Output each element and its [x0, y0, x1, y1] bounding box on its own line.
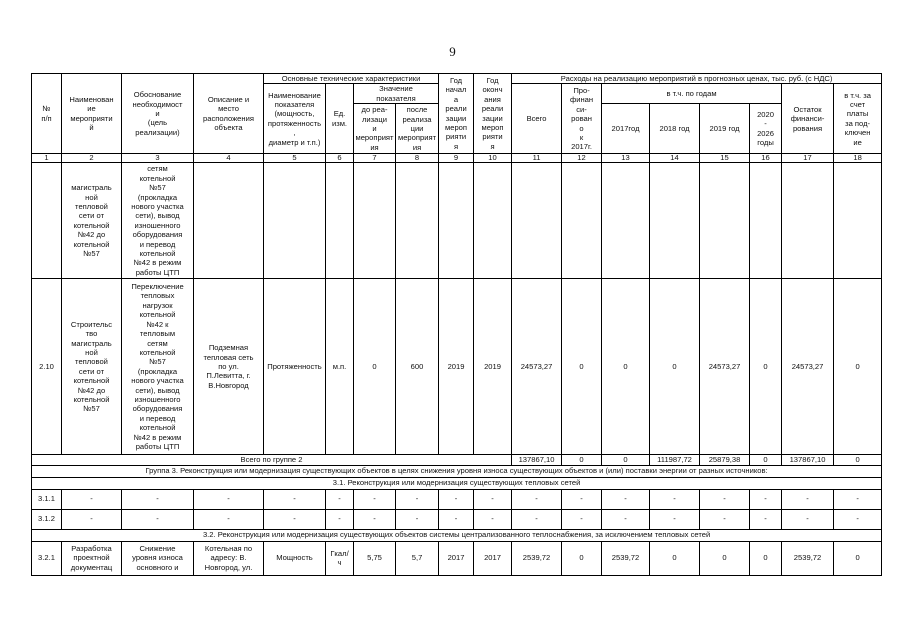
header-measure-name: Наименован ие мероприяти й	[62, 74, 122, 154]
cell-num: 2.10	[32, 279, 62, 455]
cell	[326, 163, 354, 279]
header-before: до реа- лизаци и мероприятия	[355, 105, 394, 152]
table-row-3-2-1	[32, 541, 882, 575]
sub32-title: 3.2. Реконструкция или модернизация существующих объектов системы централизованного теплоснабжения, за исключением тепловых сетей	[32, 529, 882, 541]
investment-measures-table	[31, 73, 882, 576]
cell-before: 5,75	[354, 541, 396, 575]
cell	[194, 163, 264, 279]
colnum: 2	[62, 154, 122, 163]
header-years-group: в т.ч. по годам	[602, 84, 782, 104]
cell	[354, 163, 396, 279]
cell-remaining: 24573,27	[782, 279, 834, 455]
colnum: 11	[512, 154, 562, 163]
cell-dash: -	[562, 509, 602, 529]
colnum: 14	[650, 154, 700, 163]
cell-num: 3.1.1	[32, 489, 62, 509]
cell-measure-name: магистраль ной тепловой сети от котельной №42 до котельной №57	[62, 163, 122, 279]
cell-dash: -	[512, 489, 562, 509]
cell-financed: 0	[562, 455, 602, 465]
header-num: № п/п	[32, 74, 62, 154]
cell-dash: -	[782, 509, 834, 529]
cell-dash: -	[122, 489, 194, 509]
header-end-year: Год оконч ания реали зации мероп рияти я	[474, 74, 512, 154]
table-row-continued	[32, 163, 882, 279]
cell-dash: -	[700, 509, 750, 529]
colnum: 13	[602, 154, 650, 163]
cell-dash: -	[602, 489, 650, 509]
cell-dash: -	[562, 489, 602, 509]
colnum: 6	[326, 154, 354, 163]
table-row-2-10	[32, 279, 882, 455]
cell-start-year: 2019	[439, 279, 474, 455]
cell-dash: -	[834, 509, 882, 529]
cell-connection-fee: 0	[834, 279, 882, 455]
cell-total: 137867,10	[512, 455, 562, 465]
cell-dash: -	[62, 489, 122, 509]
cell-dash: -	[194, 509, 264, 529]
colnum: 4	[194, 154, 264, 163]
total-label: Всего по группе 2	[32, 455, 512, 465]
cell	[782, 163, 834, 279]
cell-measure-name: Разработка проектной документац	[62, 541, 122, 575]
cell	[700, 163, 750, 279]
cell-indicator: Протяженность	[264, 279, 326, 455]
colnum: 8	[396, 154, 439, 163]
header-justification: Обоснование необходимост и (цель реализации)	[122, 74, 194, 154]
cell-dash: -	[750, 509, 782, 529]
sub31-title-row	[32, 477, 882, 489]
cell	[439, 163, 474, 279]
cell-2020-2026: 0	[750, 541, 782, 575]
cell-2017: 2539,72	[602, 541, 650, 575]
cell-2018: 0	[650, 541, 700, 575]
cell-dash: -	[474, 489, 512, 509]
cell-indicator: Мощность	[264, 541, 326, 575]
cell-dash: -	[700, 489, 750, 509]
colnum: 9	[439, 154, 474, 163]
cell-dash: -	[512, 509, 562, 529]
cell-2019: 25879,38	[700, 455, 750, 465]
colnum: 7	[354, 154, 396, 163]
cell-total: 2539,72	[512, 541, 562, 575]
cell-dash: -	[834, 489, 882, 509]
cell-dash: -	[354, 489, 396, 509]
group3-title: Группа 3. Реконструкция или модернизация существующих объектов в целях снижения уровня износа существующих объектов и (или) поставки энергии от разных источников:	[32, 465, 882, 477]
header-values-group: Значение показателя	[354, 84, 439, 104]
cell-dash: -	[396, 509, 439, 529]
cell-dash: -	[439, 489, 474, 509]
header-start-year: Год начал а реали зации мероп рияти я	[439, 74, 474, 154]
header-tech-group: Основные технические характеристики	[264, 74, 439, 84]
cell-remaining: 137867,10	[782, 455, 834, 465]
colnum: 16	[750, 154, 782, 163]
cell-before: 0	[354, 279, 396, 455]
header-description: Описание и место расположения объекта	[194, 74, 264, 154]
header-2019: 2019 год	[700, 104, 750, 154]
cell-dash: -	[122, 509, 194, 529]
cell-dash: -	[396, 489, 439, 509]
cell-dash: -	[62, 509, 122, 529]
sub31-title: 3.1. Реконструкция или модернизация существующих тепловых сетей	[32, 477, 882, 489]
header-financed-2017: Про- финан си- рован о к 2017г.	[562, 84, 602, 154]
cell	[264, 163, 326, 279]
cell	[474, 163, 512, 279]
cell-num: 3.2.1	[32, 541, 62, 575]
header-remaining: Остаток финанси- рования	[782, 84, 834, 154]
header-2017: 2017год	[602, 104, 650, 154]
header-unit: Ед. изм.	[326, 84, 354, 154]
header-2020-2026: 2020 - 2026 годы	[750, 104, 782, 154]
column-numbers-row	[32, 154, 882, 163]
header-expense-group: Расходы на реализацию мероприятий в прогнозных ценах, тыс. руб. (с НДС)	[512, 74, 882, 84]
page-number: 9	[449, 44, 456, 59]
cell-justification: Переключение тепловых нагрузок котельной №42 к тепловым сетям котельной №57 (прокладка нового участка сети), вывод изношенного оборудования и перевод котельной №42 в режим работы ЦТП	[122, 279, 194, 455]
cell-financed: 0	[562, 541, 602, 575]
cell	[750, 163, 782, 279]
cell-num: 3.1.2	[32, 509, 62, 529]
cell-start-year: 2017	[439, 541, 474, 575]
cell-dash: -	[474, 509, 512, 529]
cell-dash: -	[264, 489, 326, 509]
cell-dash: -	[326, 489, 354, 509]
cell-dash: -	[194, 489, 264, 509]
cell	[32, 163, 62, 279]
header-after: после реализа ции мероприятия	[396, 104, 439, 154]
cell-dash: -	[650, 489, 700, 509]
cell-after: 5,7	[396, 541, 439, 575]
header-indicator-name: Наименование показателя (мощность, протяженность , диаметр и т.п.)	[264, 84, 326, 154]
cell-2018: 0	[650, 279, 700, 455]
cell-end-year: 2019	[474, 279, 512, 455]
colnum: 15	[700, 154, 750, 163]
cell-connection-fee: 0	[834, 541, 882, 575]
table-row-total-group2	[32, 455, 882, 465]
cell-justification: Снижение уровня износа основного и	[122, 541, 194, 575]
cell-2017: 0	[602, 455, 650, 465]
cell-end-year: 2017	[474, 541, 512, 575]
colnum: 18	[834, 154, 882, 163]
cell-dash: -	[650, 509, 700, 529]
cell-measure-name: Строительс тво магистраль ной тепловой сети от котельной №42 до котельной №57	[62, 279, 122, 455]
cell	[650, 163, 700, 279]
cell-dash: -	[782, 489, 834, 509]
cell-dash: -	[264, 509, 326, 529]
cell-dash: -	[354, 509, 396, 529]
header-total: Всего	[512, 84, 562, 154]
cell	[602, 163, 650, 279]
colnum: 5	[264, 154, 326, 163]
sub32-title-row	[32, 529, 882, 541]
table-row-3-1-1	[32, 489, 882, 509]
cell-2019: 0	[700, 541, 750, 575]
cell-total: 24573,27	[512, 279, 562, 455]
cell-remaining: 2539,72	[782, 541, 834, 575]
cell-financed: 0	[562, 279, 602, 455]
cell-dash: -	[326, 509, 354, 529]
cell-2018: 111987,72	[650, 455, 700, 465]
colnum: 17	[782, 154, 834, 163]
table-row-3-1-2	[32, 509, 882, 529]
colnum: 3	[122, 154, 194, 163]
cell-unit: м.п.	[326, 279, 354, 455]
cell	[834, 163, 882, 279]
cell-dash: -	[750, 489, 782, 509]
cell-description: Котельная по адресу: В. Новгород, ул.	[194, 541, 264, 575]
cell-dash: -	[602, 509, 650, 529]
cell-justification: сетям котельной №57 (прокладка нового участка сети), вывод изношенного оборудования и перевод котельной №42 в режим работы ЦТП	[122, 163, 194, 279]
cell-unit: Гкал/ ч	[326, 541, 354, 575]
cell	[512, 163, 562, 279]
colnum: 10	[474, 154, 512, 163]
colnum: 1	[32, 154, 62, 163]
cell-after: 600	[396, 279, 439, 455]
cell-2020-2026: 0	[750, 455, 782, 465]
header-connection-fee: в т.ч. за счет платы за под- ключен ие	[834, 84, 882, 154]
colnum: 12	[562, 154, 602, 163]
cell-dash: -	[439, 509, 474, 529]
header-2018: 2018 год	[650, 104, 700, 154]
cell	[562, 163, 602, 279]
cell-2017: 0	[602, 279, 650, 455]
cell-description: Подземная тепловая сеть по ул. П.Левитта, г. В.Новгород	[194, 279, 264, 455]
cell-connection-fee: 0	[834, 455, 882, 465]
cell-2019: 24573,27	[700, 279, 750, 455]
group3-title-row	[32, 465, 882, 477]
cell	[396, 163, 439, 279]
cell-2020-2026: 0	[750, 279, 782, 455]
